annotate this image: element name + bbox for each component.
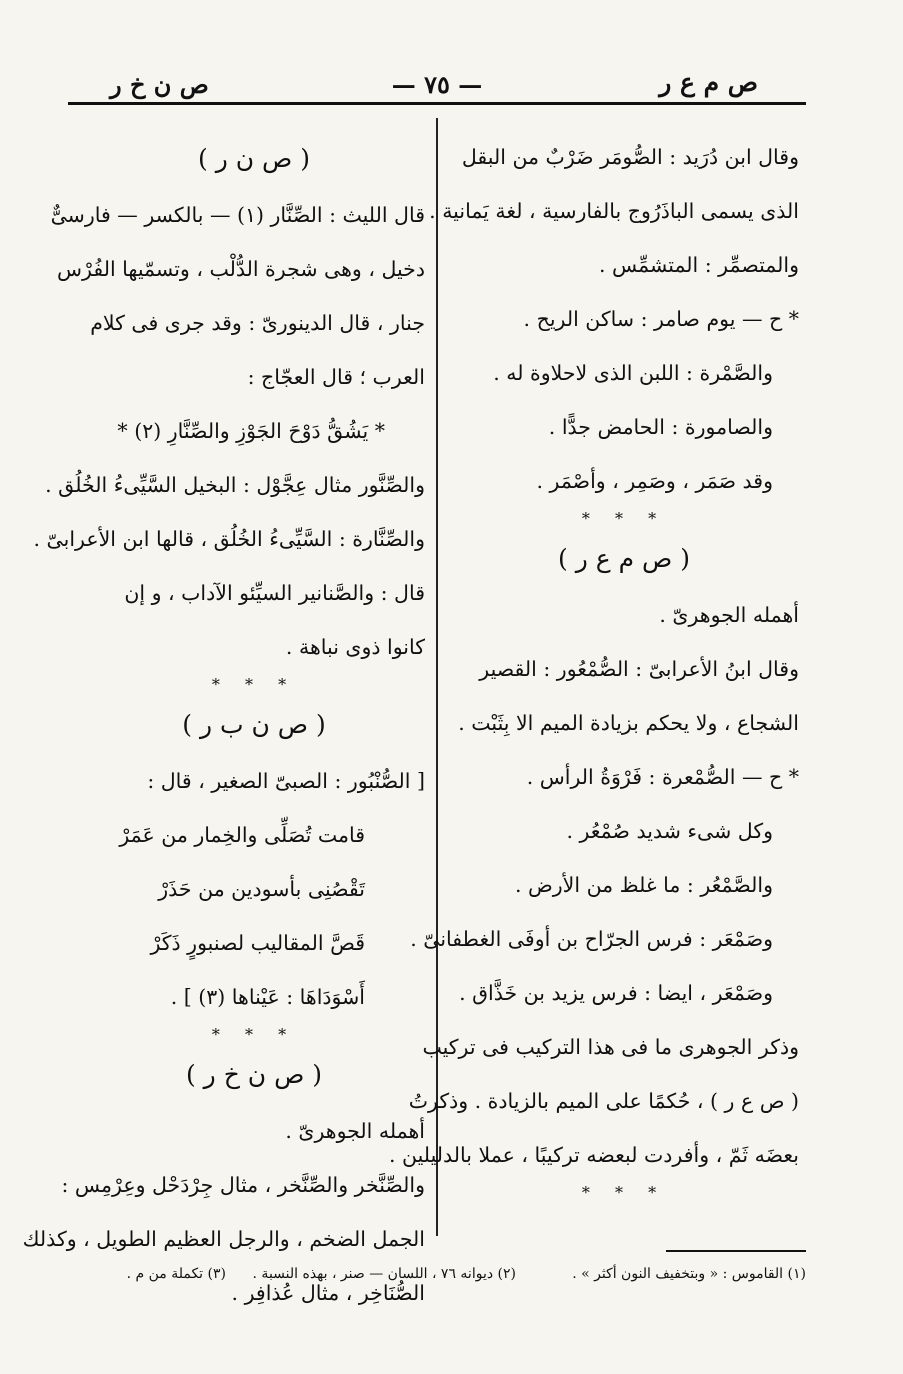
verse-line: * يَشُقُّ دَوْحَ الجَوْزِ والصِّنَّارِ (٢) * <box>117 419 385 443</box>
section-separator: * * * <box>581 509 667 528</box>
text-line: والصَّمْعُر : ما غلظ من الأرض . <box>514 873 773 897</box>
section-separator: * * * <box>211 675 297 694</box>
footnotes <box>80 1266 806 1296</box>
text-line: الذى يسمى الباذَرُوج بالفارسية ، لغة يَمانية . <box>429 199 799 223</box>
page-number: — ٧٥ — <box>391 70 483 99</box>
footnote-2: (٢) ديوانه ٧٦ ، اللسان — صنر ، بهذه النسبة . <box>252 1266 516 1282</box>
footnote-1: (١) القاموس : « وبتخفيف النون أكثر » . <box>572 1266 806 1282</box>
text-line: قال : والصَّنانير السيِّئو الآداب ، و إن <box>124 581 425 605</box>
page-header <box>68 60 806 100</box>
text-line: وذكر الجوهرى ما فى هذا التركيب فى تركيب <box>422 1035 799 1059</box>
text-line: أهمله الجوهرىّ . <box>285 1119 425 1143</box>
text-line: * ح — الصُّمْعرة : فَرْوَةُ الرأس . <box>526 765 799 789</box>
footnote-3: (٣) تكملة من م . <box>126 1266 226 1282</box>
entry-heading: ( ص ن ب ر ) <box>182 710 326 739</box>
running-head-right: ص م ع ر <box>659 68 758 97</box>
footnote-rule <box>666 1250 806 1252</box>
text-line: كانوا ذوى نباهة . <box>285 635 425 659</box>
text-line: قال الليث : الصِّنَّار (١) — بالكسر — فارسىٌّ <box>50 203 425 227</box>
text-line: الجمل الضخم ، والرجل العظيم الطويل ، وكذلك <box>22 1227 425 1251</box>
text-line: الصُّنَاخِر ، مثال عُذافِر . <box>231 1281 425 1305</box>
text-line: والصَّمْرة : اللبن الذى لاحلاوة له . <box>493 361 773 385</box>
text-line: وقد صَمَر ، وصَمِر ، وأصْمَر . <box>536 469 773 493</box>
text-line: دخيل ، وهى شجرة الدُّلْب ، وتسمّيها الفُرْس <box>57 257 425 281</box>
left-column <box>22 130 425 1320</box>
text-line: والمتصمِّر : المتشمِّس . <box>598 253 799 277</box>
text-line: أهمله الجوهرىّ . <box>659 603 799 627</box>
running-head-left: ص ن خ ر <box>110 70 209 99</box>
text-line: والصِّنَّور مثال عِجَّوْل : البخيل السَّيِّىءُ الخُلُق . <box>45 473 425 497</box>
section-separator: * * * <box>211 1025 297 1044</box>
entry-heading: ( ص ن ر ) <box>198 144 310 173</box>
text-line: وقال ابنُ الأعرابىّ : الصُّمْعُور : القصير <box>479 657 799 681</box>
text-line: [ الصُّنْبُور : الصبىّ الصغير ، قال : <box>147 769 425 793</box>
text-line: العرب ؛ قال العجّاج : <box>247 365 425 389</box>
text-line: وصَمْعَر ، ايضا : فرس يزيد بن خَذَّاق . <box>459 981 773 1005</box>
text-line: جنار ، قال الدينورىّ : وقد جرى فى كلام <box>90 311 425 335</box>
verse-line: تَقْصُنِى بأسودين من حَذَرْ <box>158 877 365 901</box>
entry-heading: ( ص م ع ر ) <box>558 544 690 573</box>
text-line: الشجاع ، ولا يحكم بزيادة الميم الا بِثَبْت . <box>458 711 799 735</box>
right-column <box>388 130 799 1204</box>
text-line: وقال ابن دُرَيد : الصُّومَر ضَرْبٌ من البقل <box>461 145 799 169</box>
header-rule <box>68 102 806 105</box>
text-line: ( ص ع ر ) ، حُكمًا على الميم بالزيادة . وذكرتُ <box>408 1089 799 1113</box>
text-line: والصِّنَّارة : السَّيِّىءُ الخُلُق ، قالها ابن الأعرابىّ . <box>33 527 425 551</box>
text-line: وصَمْعَر : فرس الجرّاح بن أوفَى الغطفانىّ . <box>410 927 773 951</box>
text-line: والصِّنَّخر والصِّنَّخر ، مثال جِرْدَحْل وعِرْمِس : <box>61 1173 425 1197</box>
verse-line: قامت تُصَلِّى والخِمار من عَمَرْ <box>119 823 365 847</box>
text-line: والصامورة : الحامض جدًّا . <box>548 415 773 439</box>
verse-line: قَصَّ المقاليب لصنبورٍ ذَكَرْ <box>150 931 365 955</box>
entry-heading: ( ص ن خ ر ) <box>185 1060 323 1089</box>
text-line: وكل شىء شديد صُمْعُر . <box>566 819 773 843</box>
section-separator: * * * <box>581 1183 667 1202</box>
text-line: بعضَه ثَمّ ، وأفردت لبعضه تركيبًا ، عملا بالدليلين . <box>388 1143 799 1167</box>
text-line: * ح — يوم صامر : ساكن الريح . <box>523 307 799 331</box>
text-line: أَسْوَدَاهَا : عَيْناها (٣) ] . <box>170 985 365 1009</box>
